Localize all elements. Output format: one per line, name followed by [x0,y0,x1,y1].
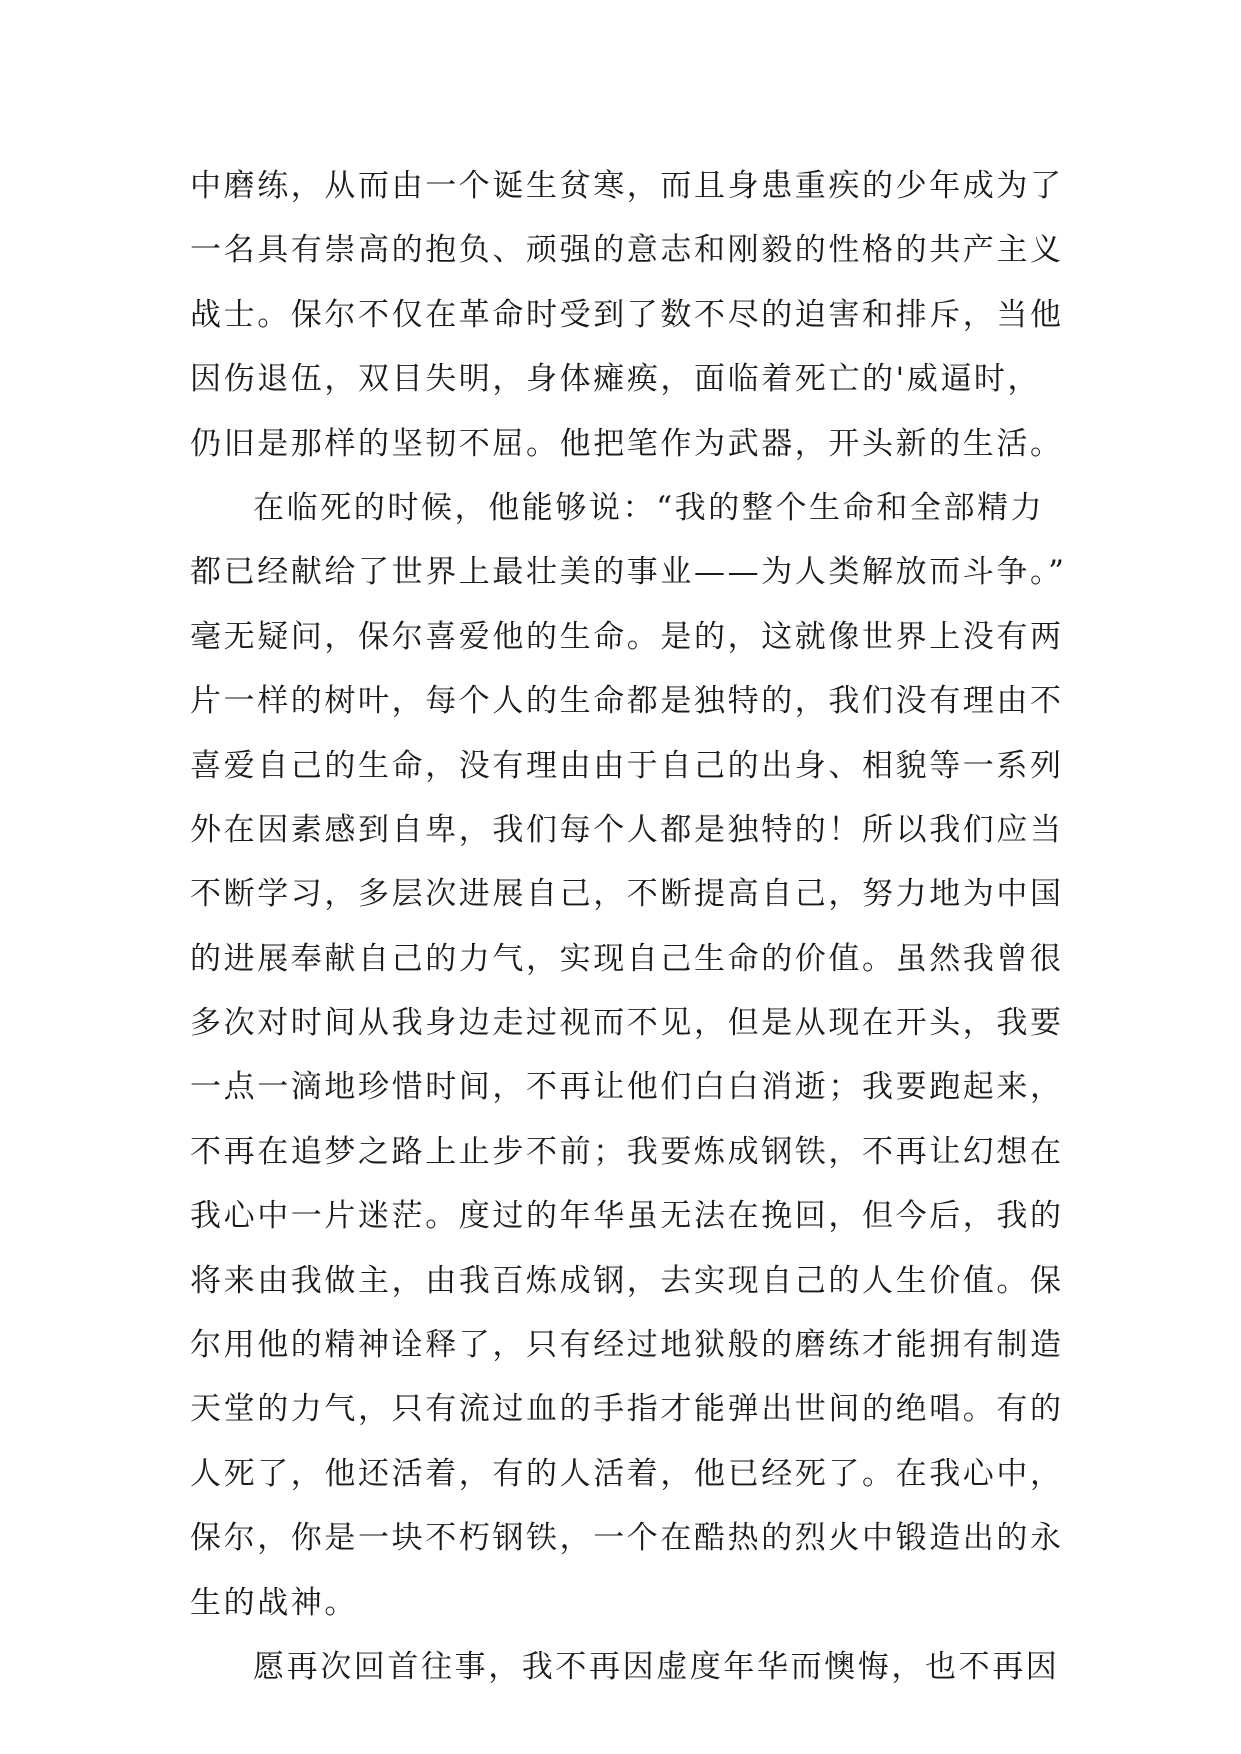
text-line: 生的战神。 [190,1584,358,1621]
text-line: 不再在追梦之路上止步不前；我要炼成钢铁，不再让幻想在 [190,1133,1064,1170]
text-line: 天堂的力气，只有流过血的手指才能弹出世间的绝唱。有的 [190,1391,1064,1428]
text-line: 人死了，他还活着，有的人活着，他已经死了。在我心中， [190,1455,1064,1492]
text-line: 都已经献给了世界上最壮美的事业——为人类解放而斗争。” [190,554,1067,591]
paragraph-first-line: 在临死的时候，他能够说：“我的整个生命和全部精力 [253,489,1045,526]
text-line: 我心中一片迷茫。度过的年华虽无法在挽回，但今后，我的 [190,1198,1064,1235]
text-line: 外在因素感到自卑，我们每个人都是独特的！所以我们应当 [190,811,1064,848]
text-line: 仍旧是那样的坚韧不屈。他把笔作为武器，开头新的生活。 [190,425,1064,462]
text-line: 尔用他的精神诠释了，只有经过地狱般的磨练才能拥有制造 [190,1327,1064,1364]
text-line: 喜爱自己的生命，没有理由由于自己的出身、相貌等一系列 [190,747,1064,784]
text-line: 一点一滴地珍惜时间，不再让他们白白消逝；我要跑起来， [190,1069,1064,1106]
text-line: 不断学习，多层次进展自己，不断提高自己，努力地为中国 [190,876,1064,913]
text-line: 一名具有崇高的抱负、顽强的意志和刚毅的性格的共产主义 [190,232,1064,269]
text-line: 的进展奉献自己的力气，实现自己生命的价值。虽然我曾很 [190,940,1064,977]
text-line: 保尔，你是一块不朽钢铁，一个在酷热的烈火中锻造出的永 [190,1520,1064,1557]
text-line: 片一样的树叶，每个人的生命都是独特的，我们没有理由不 [190,683,1064,720]
text-line: 因伤退伍，双目失明，身体瘫痪，面临着死亡的'威逼时， [190,361,1042,398]
paragraph-first-line: 愿再次回首往事，我不再因虚度年华而懊悔，也不再因 [253,1648,1060,1685]
text-line: 中磨练，从而由一个诞生贫寒，而且身患重疾的少年成为了 [190,168,1064,204]
text-line: 毫无疑问，保尔喜爱他的生命。是的，这就像世界上没有两 [190,618,1064,655]
text-line: 多次对时间从我身边走过视而不见，但是从现在开头，我要 [190,1005,1064,1042]
text-line: 战士。保尔不仅在革命时受到了数不尽的迫害和排斥，当他 [190,296,1064,333]
text-line: 将来由我做主，由我百炼成钢，去实现自己的人生价值。保 [190,1262,1064,1299]
document-body-text [190,154,1070,1699]
